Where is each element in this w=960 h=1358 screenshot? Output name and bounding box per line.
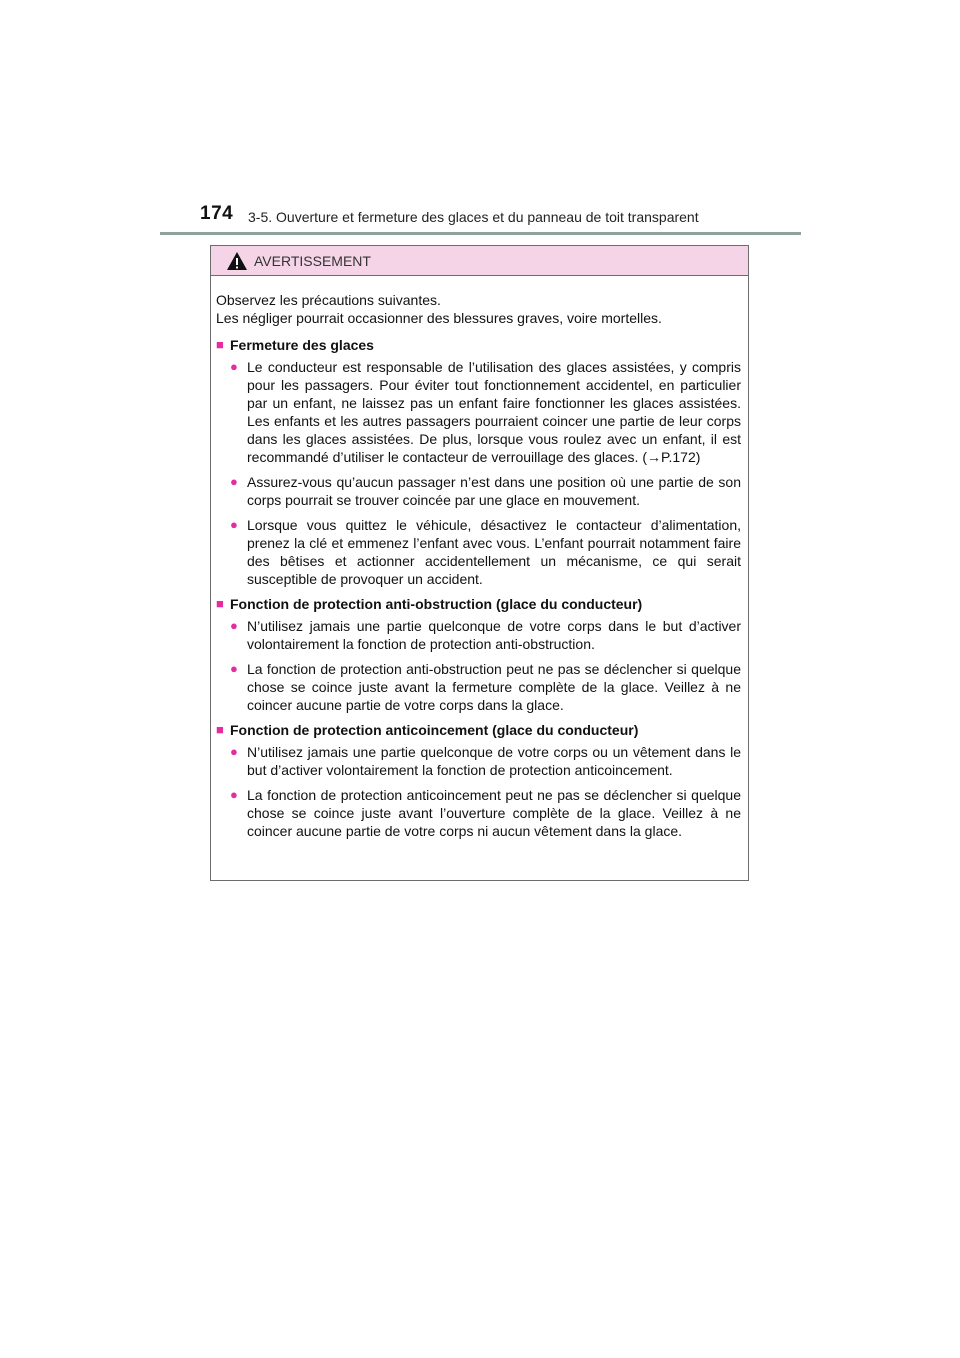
round-bullet-icon: ● [230,787,238,802]
list-item [230,786,741,840]
square-bullet-icon: ■ [216,722,224,737]
list-item-text: N’utilisez jamais une partie quelconque de votre corps ou un vêtement dans le but d’activer volontairement la fonction de protection anticoincement. [247,744,741,778]
list-item [230,660,741,714]
section-title: 3-5. Ouverture et fermeture des glaces et du panneau de toit transparent [248,209,699,225]
warning-body [211,276,748,840]
section-heading [216,336,741,354]
section-heading-text: Fonction de protection anti-obstruction (glace du conducteur) [230,596,643,612]
section-heading [216,595,741,613]
square-bullet-icon: ■ [216,596,224,611]
page-number: 174 [200,203,234,224]
list-item [230,473,741,509]
intro-line: Observez les précautions suivantes. [216,292,441,308]
list-item-text: N’utilisez jamais une partie quelconque de votre corps dans le but d’activer volontairement la fonction de protection anti-obstruction. [247,618,741,652]
section-heading [216,721,741,739]
list-item [230,516,741,588]
warning-triangle-icon [226,251,248,271]
list-item-text: Assurez-vous qu’aucun passager n’est dans une position où une partie de son corps pourrait se trouver coincée par une glace en mouvement. [247,474,741,508]
round-bullet-icon: ● [230,618,238,633]
warning-box [210,245,749,881]
list-item [230,743,741,779]
list-item-text: La fonction de protection anticoincement peut ne pas se déclencher si quelque chose se coince juste avant l’ouverture complète de la glace. Veillez à ne coincer aucune partie de votre corps ni aucun vêtement dans la glace. [247,787,741,839]
section-heading-text: Fermeture des glaces [230,337,374,353]
section-heading-text: Fonction de protection anticoincement (glace du conducteur) [230,722,639,738]
round-bullet-icon: ● [230,517,238,532]
warning-header [211,246,748,276]
round-bullet-icon: ● [230,359,238,374]
list-item-text: La fonction de protection anti-obstruction peut ne pas se déclencher si quelque chose se coince juste avant la fermeture complète de la glace. Veillez à ne coincer aucune partie de votre corps dans la glace. [247,661,741,713]
square-bullet-icon: ■ [216,337,224,352]
round-bullet-icon: ● [230,661,238,676]
intro-line: Les négliger pourrait occasionner des blessures graves, voire mortelles. [216,310,662,326]
list-item-text: Le conducteur est responsable de l’utilisation des glaces assistées, y compris pour les passagers. Pour éviter tout fonctionnement accidentel, en particulier par un enfant, ne laissez pas un enfant faire fonctionner les glaces assistées. Les enfants et les autres passagers pourraient coincer une partie de leur corps dans les glaces assistées. De plus, lorsque vous roulez avec un enfant, il est recommandé d’utiliser le contacteur de verrouillage des glaces. (→P.172) [247,359,741,465]
warning-intro [216,291,741,327]
round-bullet-icon: ● [230,474,238,489]
warning-label: AVERTISSEMENT [254,252,371,269]
list-item-text: Lorsque vous quittez le véhicule, désactivez le contacteur d’alimentation, prenez la clé et emmenez l’enfant avec vous. L’enfant pourrait notamment faire des bêtises et actionner accidentellement un mécanisme, ce qui serait susceptible de provoquer un accident. [247,517,741,587]
round-bullet-icon: ● [230,744,238,759]
header-rule [160,232,801,235]
list-item [230,617,741,653]
list-item [230,358,741,466]
